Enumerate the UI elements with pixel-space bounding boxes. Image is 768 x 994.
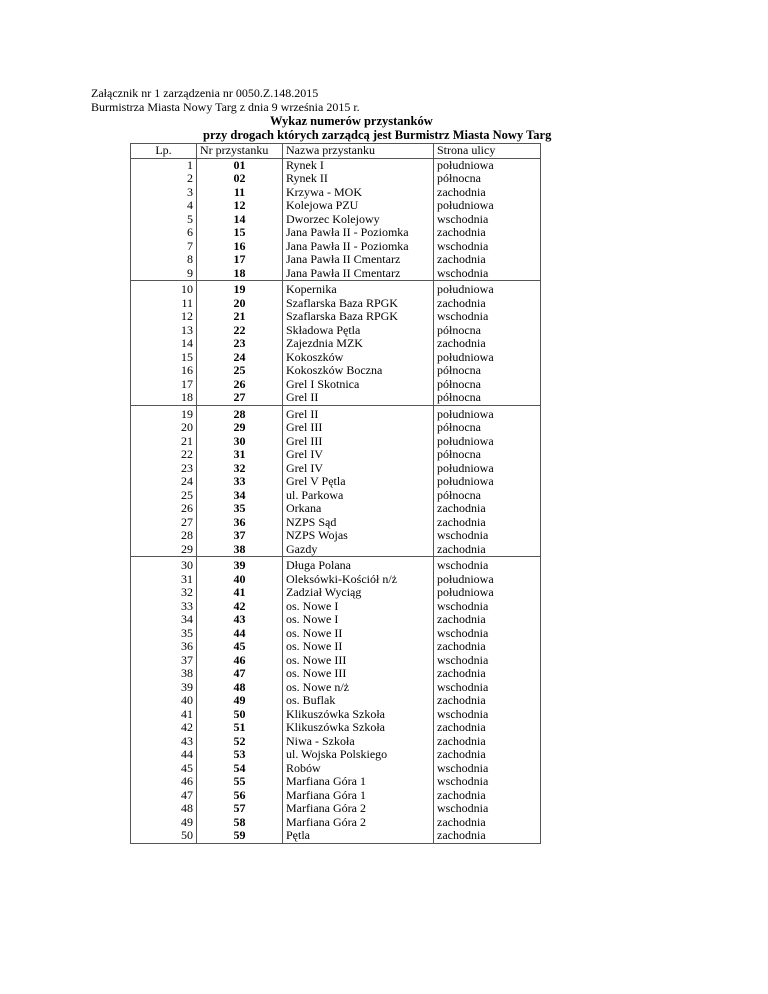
row-street-side: wschodnia — [434, 708, 541, 722]
row-stop-number: 43 — [197, 613, 283, 627]
table-row — [131, 789, 541, 803]
table-row — [131, 802, 541, 816]
row-street-side: zachodnia — [434, 253, 541, 267]
row-street-side: wschodnia — [434, 654, 541, 668]
row-stop-number: 15 — [197, 226, 283, 240]
row-stop-name: os. Buflak — [283, 694, 434, 708]
row-stop-number: 11 — [197, 186, 283, 200]
row-street-side: zachodnia — [434, 735, 541, 749]
row-street-side: zachodnia — [434, 721, 541, 735]
row-stop-name: os. Nowe II — [283, 627, 434, 641]
table-row — [131, 816, 541, 830]
row-stop-number: 21 — [197, 310, 283, 324]
row-stop-name: Kopernika — [283, 281, 434, 297]
row-lp: 45 — [131, 762, 197, 776]
table-row — [131, 213, 541, 227]
row-stop-number: 17 — [197, 253, 283, 267]
row-stop-number: 26 — [197, 378, 283, 392]
document-title: Wykaz numerów przystanków — [270, 114, 433, 128]
row-lp: 47 — [131, 789, 197, 803]
row-lp: 49 — [131, 816, 197, 830]
row-street-side: zachodnia — [434, 816, 541, 830]
row-stop-name: Marfiana Góra 2 — [283, 802, 434, 816]
row-lp: 32 — [131, 586, 197, 600]
row-stop-number: 41 — [197, 586, 283, 600]
row-lp: 31 — [131, 573, 197, 587]
col-header-stop-name: Nazwa przystanku — [283, 144, 434, 159]
row-lp: 17 — [131, 378, 197, 392]
row-stop-number: 01 — [197, 158, 283, 172]
row-lp: 40 — [131, 694, 197, 708]
row-stop-name: Jana Pawła II Cmentarz — [283, 253, 434, 267]
table-row — [131, 829, 541, 843]
table-row — [131, 748, 541, 762]
row-stop-number: 46 — [197, 654, 283, 668]
row-lp: 20 — [131, 421, 197, 435]
row-stop-number: 37 — [197, 529, 283, 543]
row-stop-name: Jana Pawła II - Poziomka — [283, 226, 434, 240]
row-lp: 19 — [131, 405, 197, 421]
row-stop-name: Grel II — [283, 391, 434, 405]
row-stop-name: NZPS Sąd — [283, 516, 434, 530]
row-lp: 6 — [131, 226, 197, 240]
row-stop-name: Orkana — [283, 502, 434, 516]
row-lp: 15 — [131, 351, 197, 365]
row-street-side: wschodnia — [434, 775, 541, 789]
issuer-header: Burmistrza Miasta Nowy Targ z dnia 9 września 2015 r. — [91, 100, 360, 114]
row-stop-number: 44 — [197, 627, 283, 641]
row-stop-number: 30 — [197, 435, 283, 449]
table-row — [131, 627, 541, 641]
row-street-side: północna — [434, 448, 541, 462]
row-street-side: południowa — [434, 475, 541, 489]
table-row — [131, 421, 541, 435]
row-street-side: wschodnia — [434, 627, 541, 641]
row-street-side: zachodnia — [434, 543, 541, 557]
table-row — [131, 681, 541, 695]
row-stop-number: 54 — [197, 762, 283, 776]
row-lp: 39 — [131, 681, 197, 695]
row-stop-name: Grel IV — [283, 462, 434, 476]
row-stop-number: 28 — [197, 405, 283, 421]
row-street-side: wschodnia — [434, 762, 541, 776]
row-street-side: południowa — [434, 158, 541, 172]
row-stop-name: os. Nowe I — [283, 613, 434, 627]
row-street-side: zachodnia — [434, 694, 541, 708]
table-row — [131, 172, 541, 186]
row-lp: 5 — [131, 213, 197, 227]
row-stop-number: 47 — [197, 667, 283, 681]
row-stop-number: 55 — [197, 775, 283, 789]
col-header-street-side: Strona ulicy — [434, 144, 541, 159]
table-row — [131, 253, 541, 267]
table-row — [131, 281, 541, 297]
table-row — [131, 775, 541, 789]
table-row — [131, 462, 541, 476]
row-street-side: wschodnia — [434, 557, 541, 573]
row-stop-name: Marfiana Góra 1 — [283, 789, 434, 803]
table-row — [131, 586, 541, 600]
row-lp: 26 — [131, 502, 197, 516]
row-stop-name: os. Nowe I — [283, 600, 434, 614]
table-row — [131, 654, 541, 668]
table-row — [131, 667, 541, 681]
row-street-side: południowa — [434, 351, 541, 365]
row-stop-number: 42 — [197, 600, 283, 614]
row-street-side: zachodnia — [434, 337, 541, 351]
row-lp: 18 — [131, 391, 197, 405]
row-stop-number: 24 — [197, 351, 283, 365]
row-lp: 29 — [131, 543, 197, 557]
row-street-side: wschodnia — [434, 681, 541, 695]
row-stop-number: 22 — [197, 324, 283, 338]
row-lp: 16 — [131, 364, 197, 378]
row-street-side: zachodnia — [434, 226, 541, 240]
row-stop-number: 39 — [197, 557, 283, 573]
row-lp: 4 — [131, 199, 197, 213]
row-street-side: południowa — [434, 586, 541, 600]
row-stop-number: 35 — [197, 502, 283, 516]
table-row — [131, 324, 541, 338]
row-stop-number: 36 — [197, 516, 283, 530]
row-stop-name: Kokoszków Boczna — [283, 364, 434, 378]
row-street-side: zachodnia — [434, 748, 541, 762]
row-lp: 50 — [131, 829, 197, 843]
row-street-side: wschodnia — [434, 600, 541, 614]
row-stop-name: Grel III — [283, 421, 434, 435]
row-stop-name: os. Nowe III — [283, 654, 434, 668]
row-lp: 11 — [131, 297, 197, 311]
table-row — [131, 516, 541, 530]
row-lp: 28 — [131, 529, 197, 543]
row-stop-number: 40 — [197, 573, 283, 587]
col-header-lp: Lp. — [131, 144, 197, 159]
row-street-side: wschodnia — [434, 310, 541, 324]
row-lp: 2 — [131, 172, 197, 186]
row-stop-number: 29 — [197, 421, 283, 435]
table-row — [131, 391, 541, 405]
row-stop-name: Grel IV — [283, 448, 434, 462]
row-street-side: północna — [434, 364, 541, 378]
row-street-side: południowa — [434, 281, 541, 297]
row-street-side: zachodnia — [434, 640, 541, 654]
document-subtitle: przy drogach których zarządcą jest Burmistrz Miasta Nowy Targ — [203, 128, 552, 142]
row-stop-name: Rynek II — [283, 172, 434, 186]
row-lp: 1 — [131, 158, 197, 172]
row-stop-number: 18 — [197, 267, 283, 281]
row-stop-name: Grel III — [283, 435, 434, 449]
table-row — [131, 186, 541, 200]
row-street-side: południowa — [434, 405, 541, 421]
row-stop-number: 31 — [197, 448, 283, 462]
row-stop-number: 58 — [197, 816, 283, 830]
table-row — [131, 489, 541, 503]
row-street-side: północna — [434, 172, 541, 186]
row-stop-number: 52 — [197, 735, 283, 749]
row-stop-number: 56 — [197, 789, 283, 803]
row-stop-name: NZPS Wojas — [283, 529, 434, 543]
row-stop-name: Rynek I — [283, 158, 434, 172]
row-stop-name: Grel I Skotnica — [283, 378, 434, 392]
row-street-side: wschodnia — [434, 267, 541, 281]
row-stop-name: Niwa - Szkoła — [283, 735, 434, 749]
row-stop-name: Zajezdnia MZK — [283, 337, 434, 351]
row-stop-name: Krzywa - MOK — [283, 186, 434, 200]
row-stop-name: Klikuszówka Szkoła — [283, 721, 434, 735]
row-stop-name: Marfiana Góra 2 — [283, 816, 434, 830]
row-stop-number: 27 — [197, 391, 283, 405]
row-stop-name: os. Nowe n/ż — [283, 681, 434, 695]
row-stop-number: 50 — [197, 708, 283, 722]
row-stop-number: 23 — [197, 337, 283, 351]
row-lp: 44 — [131, 748, 197, 762]
row-street-side: wschodnia — [434, 213, 541, 227]
table-row — [131, 199, 541, 213]
row-stop-number: 48 — [197, 681, 283, 695]
row-lp: 25 — [131, 489, 197, 503]
row-lp: 42 — [131, 721, 197, 735]
row-lp: 9 — [131, 267, 197, 281]
row-lp: 24 — [131, 475, 197, 489]
row-street-side: zachodnia — [434, 613, 541, 627]
row-street-side: południowa — [434, 199, 541, 213]
row-street-side: zachodnia — [434, 502, 541, 516]
table-row — [131, 529, 541, 543]
row-lp: 23 — [131, 462, 197, 476]
row-lp: 10 — [131, 281, 197, 297]
row-street-side: wschodnia — [434, 529, 541, 543]
row-stop-number: 14 — [197, 213, 283, 227]
row-stop-name: Robów — [283, 762, 434, 776]
row-stop-name: Jana Pawła II Cmentarz — [283, 267, 434, 281]
row-lp: 35 — [131, 627, 197, 641]
row-stop-name: Długa Polana — [283, 557, 434, 573]
table-row — [131, 448, 541, 462]
table-body — [131, 158, 541, 843]
row-stop-name: Składowa Pętla — [283, 324, 434, 338]
table-header-row — [131, 144, 541, 159]
row-stop-number: 16 — [197, 240, 283, 254]
row-lp: 48 — [131, 802, 197, 816]
row-stop-name: Zadział Wyciąg — [283, 586, 434, 600]
row-stop-name: Jana Pawła II - Poziomka — [283, 240, 434, 254]
row-stop-number: 20 — [197, 297, 283, 311]
table-row — [131, 226, 541, 240]
table-row — [131, 267, 541, 281]
row-street-side: południowa — [434, 435, 541, 449]
col-header-stop-number: Nr przystanku — [197, 144, 283, 159]
table-row — [131, 405, 541, 421]
row-lp: 34 — [131, 613, 197, 627]
table-row — [131, 543, 541, 557]
row-stop-number: 12 — [197, 199, 283, 213]
row-stop-number: 59 — [197, 829, 283, 843]
table-row — [131, 762, 541, 776]
row-street-side: południowa — [434, 573, 541, 587]
row-lp: 43 — [131, 735, 197, 749]
table-row — [131, 502, 541, 516]
bus-stops-table — [130, 143, 541, 844]
row-stop-number: 38 — [197, 543, 283, 557]
table-row — [131, 640, 541, 654]
row-stop-name: Grel V Pętla — [283, 475, 434, 489]
row-stop-name: Dworzec Kolejowy — [283, 213, 434, 227]
row-stop-name: Gazdy — [283, 543, 434, 557]
table-row — [131, 435, 541, 449]
row-stop-number: 02 — [197, 172, 283, 186]
row-street-side: zachodnia — [434, 667, 541, 681]
row-stop-number: 19 — [197, 281, 283, 297]
row-stop-name: Szaflarska Baza RPGK — [283, 310, 434, 324]
table-row — [131, 310, 541, 324]
table-row — [131, 351, 541, 365]
table-row — [131, 364, 541, 378]
table-row — [131, 297, 541, 311]
row-stop-number: 51 — [197, 721, 283, 735]
row-stop-number: 53 — [197, 748, 283, 762]
row-stop-number: 45 — [197, 640, 283, 654]
row-street-side: północna — [434, 421, 541, 435]
attachment-header: Załącznik nr 1 zarządzenia nr 0050.Z.148.2015 — [91, 86, 319, 100]
row-lp: 37 — [131, 654, 197, 668]
row-lp: 12 — [131, 310, 197, 324]
table-row — [131, 158, 541, 172]
row-lp: 36 — [131, 640, 197, 654]
table-row — [131, 600, 541, 614]
table-row — [131, 557, 541, 573]
row-stop-name: Marfiana Góra 1 — [283, 775, 434, 789]
row-stop-number: 33 — [197, 475, 283, 489]
row-stop-number: 34 — [197, 489, 283, 503]
row-stop-name: Szaflarska Baza RPGK — [283, 297, 434, 311]
row-lp: 41 — [131, 708, 197, 722]
row-lp: 14 — [131, 337, 197, 351]
row-stop-name: ul. Parkowa — [283, 489, 434, 503]
row-stop-number: 49 — [197, 694, 283, 708]
row-stop-name: Pętla — [283, 829, 434, 843]
row-lp: 8 — [131, 253, 197, 267]
table-row — [131, 337, 541, 351]
row-lp: 46 — [131, 775, 197, 789]
table-row — [131, 573, 541, 587]
row-stop-name: Grel II — [283, 405, 434, 421]
row-stop-name: ul. Wojska Polskiego — [283, 748, 434, 762]
row-stop-name: os. Nowe II — [283, 640, 434, 654]
table-row — [131, 240, 541, 254]
table-row — [131, 378, 541, 392]
row-street-side: wschodnia — [434, 802, 541, 816]
row-street-side: zachodnia — [434, 829, 541, 843]
row-lp: 27 — [131, 516, 197, 530]
row-lp: 13 — [131, 324, 197, 338]
row-lp: 7 — [131, 240, 197, 254]
row-lp: 38 — [131, 667, 197, 681]
table-row — [131, 708, 541, 722]
row-lp: 21 — [131, 435, 197, 449]
row-street-side: północna — [434, 324, 541, 338]
row-street-side: zachodnia — [434, 516, 541, 530]
row-street-side: południowa — [434, 462, 541, 476]
row-stop-name: Oleksówki-Kościół n/ż — [283, 573, 434, 587]
row-street-side: północna — [434, 391, 541, 405]
row-stop-name: Kokoszków — [283, 351, 434, 365]
row-street-side: zachodnia — [434, 186, 541, 200]
table-row — [131, 613, 541, 627]
table-row — [131, 721, 541, 735]
row-street-side: północna — [434, 378, 541, 392]
row-lp: 3 — [131, 186, 197, 200]
row-lp: 33 — [131, 600, 197, 614]
row-lp: 30 — [131, 557, 197, 573]
row-stop-number: 32 — [197, 462, 283, 476]
row-stop-name: os. Nowe III — [283, 667, 434, 681]
row-street-side: wschodnia — [434, 240, 541, 254]
row-stop-name: Klikuszówka Szkoła — [283, 708, 434, 722]
table-row — [131, 475, 541, 489]
row-stop-number: 57 — [197, 802, 283, 816]
row-street-side: północna — [434, 489, 541, 503]
table-row — [131, 694, 541, 708]
row-stop-number: 25 — [197, 364, 283, 378]
row-street-side: zachodnia — [434, 297, 541, 311]
row-stop-name: Kolejowa PZU — [283, 199, 434, 213]
row-street-side: zachodnia — [434, 789, 541, 803]
row-lp: 22 — [131, 448, 197, 462]
table-row — [131, 735, 541, 749]
